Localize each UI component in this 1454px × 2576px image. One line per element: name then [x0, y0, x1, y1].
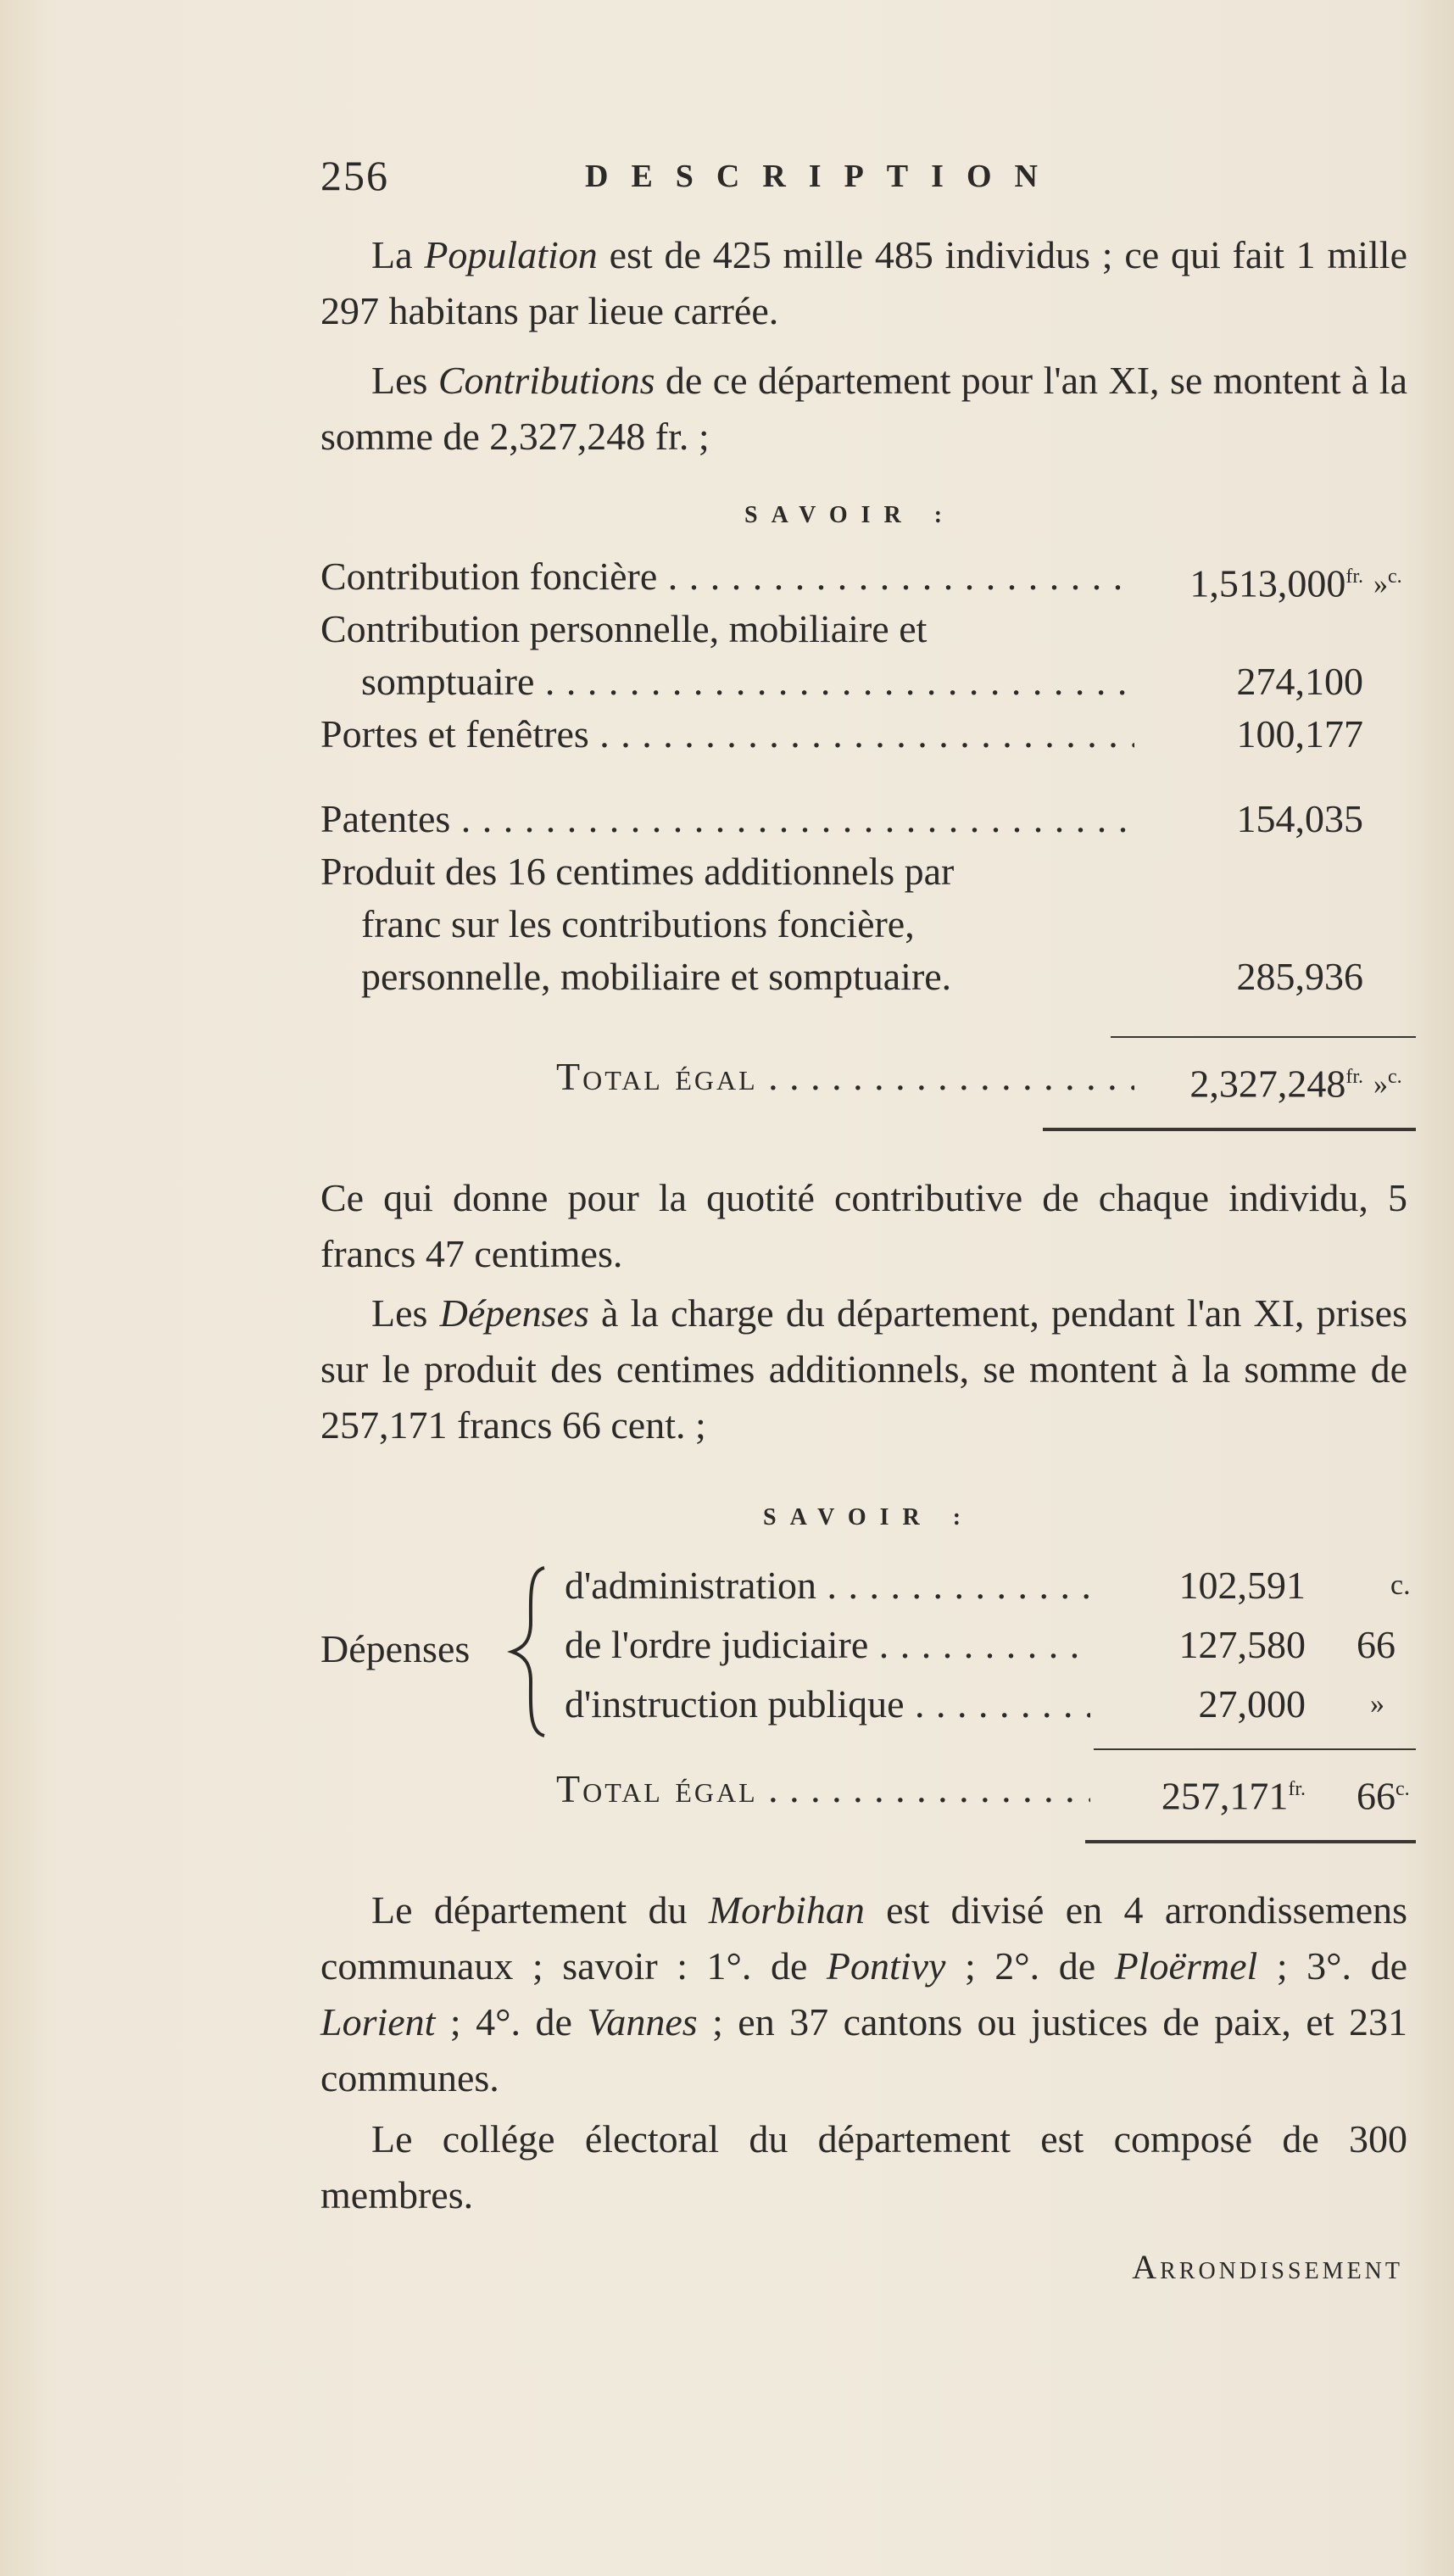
page-number: 256 — [320, 152, 389, 199]
depenses-group-label: Dépenses — [320, 1627, 471, 1670]
college-paragraph: Le collége électoral du département est composé de 300 membres. — [320, 2117, 1407, 2216]
sum-rule — [1111, 1036, 1416, 1038]
savoir-heading-2: SAVOIR : — [763, 1504, 975, 1531]
total-rule-2 — [1085, 1840, 1416, 1843]
population-paragraph: La Population est de 425 mille 485 individus ; ce qui fait 1 mille 297 habitans par lieue carrée. — [320, 233, 1407, 332]
sum-rule-2 — [1094, 1748, 1416, 1750]
book-page: 256 DESCRIPTION La Population est de 425 mille 485 individus ; ce qui fait 1 mille 297 habitans par lieue carrée. Les Contributions de ce département pour l'an XI, se montent à la somme de 2,327,248 fr. ; SAVOIR : Contribution foncière . . . $1,513,000^{fr.}$ »$^{c.}$ Contribution personnelle, mobiliaire et somptuaire . . . 274,100 Portes et fenêtres . . . 100,177 Patentes . . . 154,035 Produit des 16 centimes additionnels par franc sur les contributions foncière, personnelle, mobiliaire et somptuaire. 285,936 Total égal . . . $2,327,248^{fr.}$ »$^{c.}$ Ce qui donne pour la quotité contributive de chaque individu, 5 francs 47 centimes. Les Dépenses à la charge du département, pendant l'an XI, prises sur le produit des centimes additionnels, se montent à la somme de 257,171 francs 66 cent. ; SAVOIR : Dépenses d'administration . . . 102,591 c. de l'ordre judiciaire . . . 127,580 66 d'instruction publique . . . 27,000 » Total égal . . . $257,171^{fr.}$ $66^{c.}$ Le département du Morbihan est divisé en 4 arrondissemens communaux ; savoir : 1°. de Pontivy ; 2°. de Ploërmel ; 3°. de Lorient ; 4°. de Vannes ; en 37 cantons ou justices de paix, et 231 communes. Le collége électoral du département est composé de 300 membres. Arrondissement — [0, 0, 1454, 2576]
morbihan-paragraph: Le département du Morbihan est divisé en 4 arrondissemens communaux ; savoir : 1°. de Pontivy ; 2°. de Ploërmel ; 3°. de Lorient ; 4°. de Vannes ; en 37 cantons ou justices de paix, et 231 communes. — [320, 1888, 1408, 2099]
running-title: DESCRIPTION — [585, 159, 1061, 194]
page-header — [0, 151, 1454, 210]
savoir-heading-1: SAVOIR : — [744, 502, 956, 528]
contributions-intro-paragraph: Les Contributions de ce département pour l'an XI, se montent à la somme de 2,327,248 fr. ; — [320, 359, 1407, 458]
total-rule — [1043, 1128, 1416, 1131]
quotite-paragraph: Ce qui donne pour la quotité contributive de chaque individu, 5 francs 47 centimes. — [320, 1176, 1407, 1275]
curly-brace — [505, 1563, 556, 1741]
depenses-intro-paragraph: Les Dépenses à la charge du département, pendant l'an XI, prises sur le produit des centimes additionnels, se montent à la somme de 257,171 francs 66 cent. ; — [320, 1291, 1408, 1447]
catchword: Arrondissement — [1132, 2248, 1403, 2286]
